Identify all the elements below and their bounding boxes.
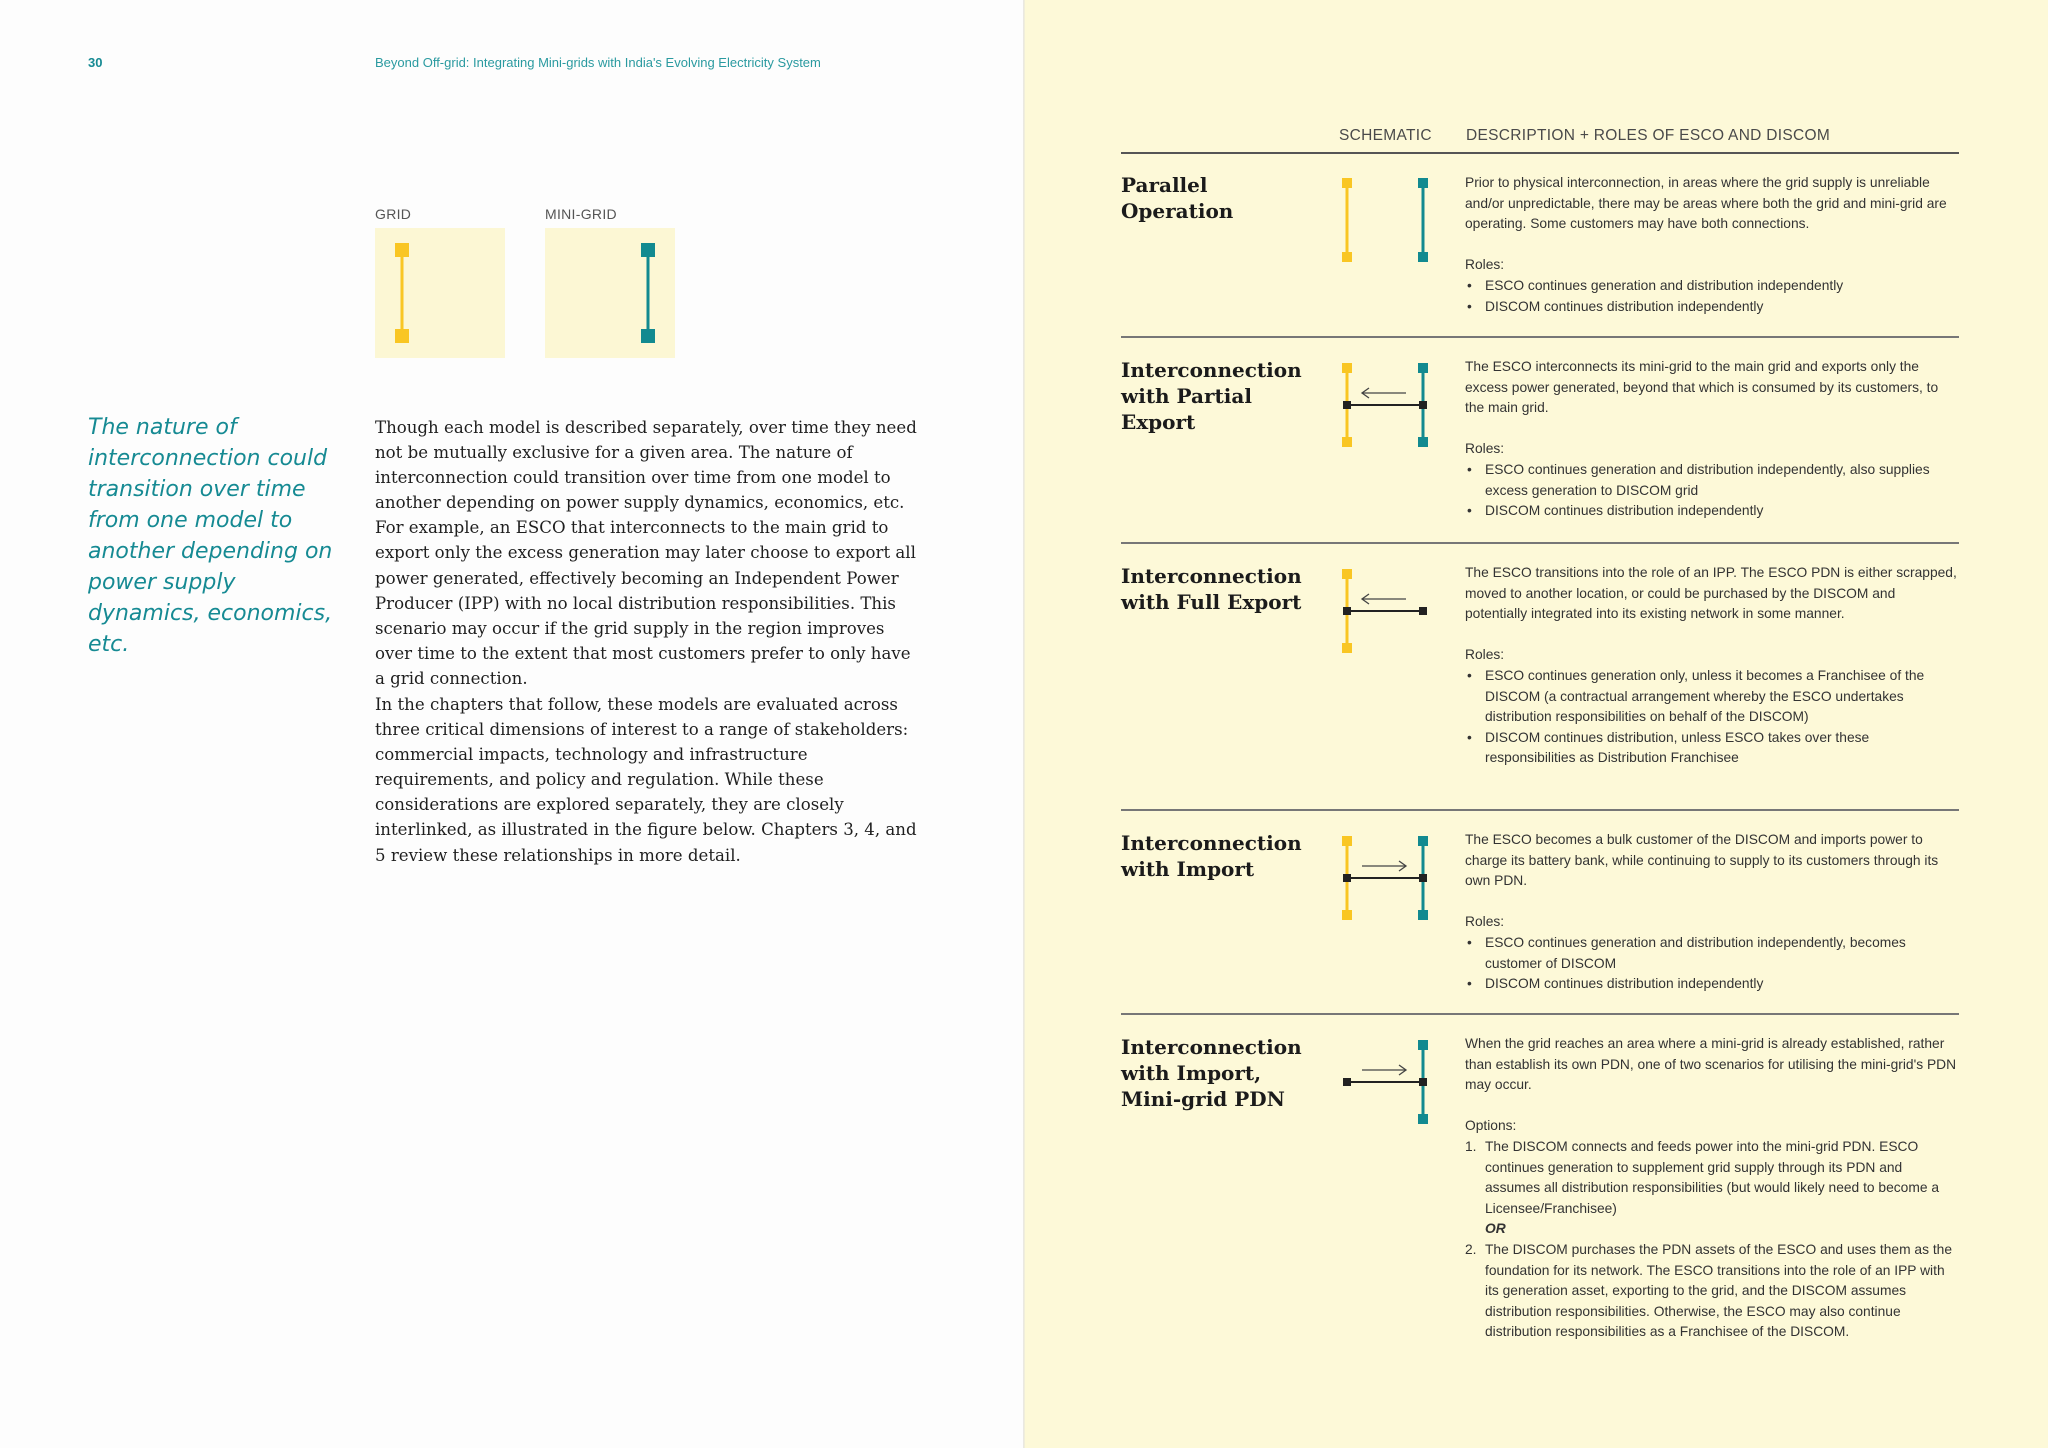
options-label: Options: — [1465, 1118, 1517, 1134]
role-item: • ESCO continues generation only, unless it becomes a Franchisee of the DISCOM (a contractual arrangement whereby the ESCO undertakes distribution responsibilities on behalf of the DISCOM) — [1465, 666, 1961, 728]
option-text: The DISCOM purchases the PDN assets of the ESCO and uses them as the foundation for its network. The ESCO transitions into the role of an IPP with its generation asset, exporting to the grid, and the DISCOM assumes distribution responsibilities. Otherwise, the ESCO may also continue distribution responsibilities as a Franchisee of the DISCOM. — [1485, 1241, 1953, 1340]
row-divider — [1121, 1013, 1959, 1015]
row-divider — [1121, 542, 1959, 544]
description-full-export — [1465, 563, 1961, 769]
role-item: • DISCOM continues distribution, unless ESCO takes over these responsibilities as Distribution Franchisee — [1465, 728, 1961, 769]
row-description: The ESCO becomes a bulk customer of the DISCOM and imports power to charge its battery bank, while continuing to supply to its customers through its own PDN. — [1465, 832, 1939, 889]
option-number: 2. — [1465, 1241, 1477, 1257]
role-item: • DISCOM continues distribution independently — [1465, 501, 1961, 522]
option-item — [1465, 1137, 1961, 1219]
page-spine — [1023, 0, 1025, 1448]
row-description: The ESCO transitions into the role of an IPP. The ESCO PDN is either scrapped, moved to another location, or could be purchased by the DISCOM and potentially integrated into its existing network in some manner. — [1465, 565, 1957, 622]
roles-label: Roles: — [1465, 914, 1505, 930]
partial-export-schematic — [1330, 357, 1430, 447]
table-header-rule — [1121, 152, 1959, 154]
page-number: 30 — [88, 55, 103, 70]
description-parallel-operation — [1465, 173, 1961, 317]
or-label: OR — [1485, 1221, 1506, 1237]
option-item — [1465, 1240, 1961, 1343]
running-title: Beyond Off-grid: Integrating Mini-grids with India's Evolving Electricity System — [375, 55, 821, 70]
minigrid-legend-label: MINI-GRID — [545, 206, 617, 222]
model-title-partial-export: Interconnection with Partial Export — [1121, 358, 1302, 434]
model-title-parallel-operation: Parallel Operation — [1121, 173, 1234, 223]
body-paragraph-1: Though each model is described separately, over time they need not be mutually exclusive for a given area. The nature of interconnection could transition over time from one model to another depending on power supply dynamics, economics, etc. For example, an ESCO that interconnects to the main grid to export only the excess generation may later choose to export all power generated, effectively becoming an Independent Power Producer (IPP) with no local distribution responsibilities. This scenario may occur if the grid supply in the region improves over time to the extent that most customers prefer to only have a grid connection. — [375, 418, 917, 688]
row-divider — [1121, 809, 1959, 811]
full-export-schematic — [1330, 563, 1430, 653]
row-divider — [1121, 336, 1959, 338]
pull-quote: The nature of interconnection could transition over time from one model to another depending on power supply dynamics, economics, etc. — [88, 415, 333, 657]
minigrid-legend-box — [545, 228, 675, 358]
role-item: • ESCO continues generation and distribution independently, becomes customer of DISCOM — [1465, 933, 1961, 974]
import-minigrid-pdn-schematic — [1330, 1034, 1430, 1124]
description-column-header: DESCRIPTION + ROLES OF ESCO AND DISCOM — [1466, 127, 1831, 144]
option-number: 1. — [1465, 1138, 1477, 1154]
role-item: • DISCOM continues distribution independently — [1465, 297, 1961, 318]
description-import-minigrid-pdn — [1465, 1034, 1961, 1343]
description-import — [1465, 830, 1961, 995]
import-schematic — [1330, 830, 1430, 920]
body-paragraph-2: In the chapters that follow, these models are evaluated across three critical dimensions of interest to a range of stakeholders: commercial impacts, technology and infrastructure requirements, and policy and regulation. While these considerations are explored separately, they are closely interlinked, as illustrated in the figure below. Chapters 3, 4, and 5 review these relationships in more detail. — [375, 695, 917, 865]
roles-label: Roles: — [1465, 441, 1505, 457]
grid-legend-label: GRID — [375, 206, 412, 222]
grid-line-icon — [375, 228, 505, 358]
model-title-import-minigrid-pdn: Interconnection with Import, Mini-grid PDN — [1121, 1035, 1302, 1111]
row-description: Prior to physical interconnection, in areas where the grid supply is unreliable and/or unpredictable, there may be areas where both the grid and mini-grid are operating. Some customers may have both connections. — [1465, 175, 1947, 232]
schematic-column-header: SCHEMATIC — [1339, 127, 1432, 144]
role-item: • ESCO continues generation and distribution independently — [1465, 276, 1961, 297]
roles-label: Roles: — [1465, 257, 1505, 273]
model-title-full-export: Interconnection with Full Export — [1121, 564, 1302, 614]
minigrid-line-icon — [545, 228, 675, 358]
role-item: • ESCO continues generation and distribution independently, also supplies excess generation to DISCOM grid — [1465, 460, 1961, 501]
model-title-import: Interconnection with Import — [1121, 831, 1302, 881]
grid-legend-box — [375, 228, 505, 358]
description-partial-export — [1465, 357, 1961, 522]
role-item: • DISCOM continues distribution independently — [1465, 974, 1961, 995]
row-description: The ESCO interconnects its mini-grid to the main grid and exports only the excess power generated, beyond that which is consumed by its customers, to the main grid. — [1465, 359, 1939, 416]
option-text: The DISCOM connects and feeds power into the mini-grid PDN. ESCO continues generation to supplement grid supply through its PDN and assumes all distribution responsibilities (but would likely need to become a Licensee/Franchisee) — [1485, 1138, 1939, 1216]
row-description: When the grid reaches an area where a mini-grid is already established, rather than establish its own PDN, one of two scenarios for utilising the mini-grid's PDN may occur. — [1465, 1036, 1957, 1093]
roles-label: Roles: — [1465, 647, 1505, 663]
parallel-operation-schematic — [1330, 172, 1430, 262]
